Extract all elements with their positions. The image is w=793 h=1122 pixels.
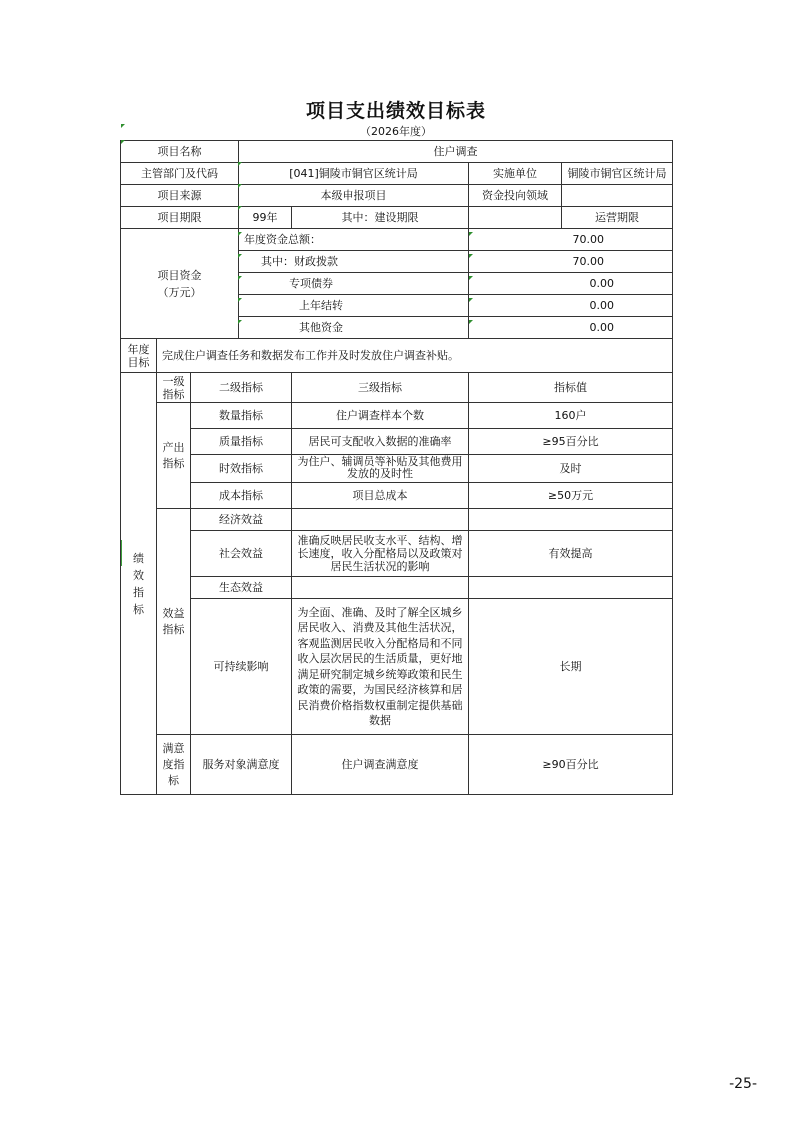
label-source: 项目来源 <box>121 185 239 207</box>
label-annual-goal: 年度目标 <box>121 339 157 373</box>
row-benefit-ecological <box>121 577 673 599</box>
fund-label-total: 年度资金总额： <box>239 229 469 251</box>
header-value: 指标值 <box>469 373 673 403</box>
value-period: 99年 <box>239 207 292 229</box>
satisfaction-level2: 服务对象满意度 <box>191 735 292 795</box>
row-fund-total <box>121 229 673 251</box>
row-indicator-header <box>121 373 673 403</box>
year-subtitle: （2026年度） <box>360 125 432 138</box>
output-level2: 时效指标 <box>191 455 292 483</box>
header-level1: 一级指标 <box>157 373 191 403</box>
output-value: 及时 <box>469 455 673 483</box>
output-level2: 质量指标 <box>191 429 292 455</box>
row-output-quality <box>121 429 673 455</box>
cell-corner-marker <box>121 124 125 128</box>
output-level1-text: 产出指标 <box>162 440 185 470</box>
cell-corner-marker <box>469 276 473 280</box>
fund-value-other: 0.00 <box>469 317 673 339</box>
row-output-timeliness <box>121 455 673 483</box>
cell-corner-marker <box>238 184 242 188</box>
fund-label-bond: 专项债券 <box>239 273 469 295</box>
cell-corner-marker <box>238 206 242 210</box>
row-satisfaction <box>121 735 673 795</box>
benefit-level2: 可持续影响 <box>191 599 292 735</box>
output-level3-text: 为住户、辅调员等补贴及其他费用发放的及时性 <box>297 455 463 480</box>
value-fund-direction <box>562 185 673 207</box>
benefit-level2: 经济效益 <box>191 509 292 531</box>
cell-corner-marker <box>238 298 242 302</box>
perf-indicator-text: 绩效指标 <box>133 551 144 616</box>
fund-label-fiscal: 其中：财政拨款 <box>239 251 469 273</box>
target-table <box>120 140 673 795</box>
output-level3: 居民可支配收入数据的准确率 <box>292 429 469 455</box>
output-level3: 住户调查样本个数 <box>292 403 469 429</box>
benefit-value: 长期 <box>469 599 673 735</box>
cell-corner-marker <box>238 232 242 236</box>
label-impl-unit: 实施单位 <box>469 163 562 185</box>
cell-corner-marker <box>238 276 242 280</box>
benefit-level3: 准确反映居民收支水平、结构、增长速度，收入分配格局以及政策对居民生活状况的影响 <box>292 531 469 577</box>
cell-corner-marker <box>469 320 473 324</box>
fund-value-fiscal: 70.00 <box>469 251 673 273</box>
row-project-name <box>121 141 673 163</box>
row-output-cost <box>121 483 673 509</box>
row-period <box>121 207 673 229</box>
output-level3: 项目总成本 <box>292 483 469 509</box>
benefit-level1-text: 效益指标 <box>162 606 185 636</box>
page-number: -25- <box>729 1076 757 1092</box>
value-impl-unit: 铜陵市铜官区统计局 <box>562 163 673 185</box>
satisfaction-level1 <box>157 735 191 795</box>
benefit-level1 <box>157 509 191 735</box>
row-benefit-sustainable <box>121 599 673 735</box>
label-perf-indicator <box>121 373 157 795</box>
cell-corner-marker <box>469 254 473 258</box>
row-source <box>121 185 673 207</box>
output-value: 160户 <box>469 403 673 429</box>
cell-corner-marker <box>121 140 125 144</box>
performance-target-sheet <box>120 96 672 801</box>
output-level2: 成本指标 <box>191 483 292 509</box>
fund-label-carryover: 上年结转 <box>239 295 469 317</box>
label-dept-code: 主管部门及代码 <box>121 163 239 185</box>
fund-value-total: 70.00 <box>469 229 673 251</box>
value-construction-period <box>469 207 562 229</box>
label-operation-period: 运营期限 <box>562 207 673 229</box>
value-dept-code: [041]铜陵市铜官区统计局 <box>239 163 469 185</box>
output-level3 <box>292 455 469 483</box>
row-benefit-social <box>121 531 673 577</box>
benefit-value <box>469 577 673 599</box>
benefit-value <box>469 509 673 531</box>
benefit-value: 有效提高 <box>469 531 673 577</box>
label-construction-period: 其中：建设期限 <box>292 207 469 229</box>
value-project-name: 住户调查 <box>239 141 673 163</box>
output-level2: 数量指标 <box>191 403 292 429</box>
satisfaction-level1-text: 满意度指标 <box>162 741 185 787</box>
cell-corner-marker <box>238 320 242 324</box>
label-period: 项目期限 <box>121 207 239 229</box>
cell-corner-marker <box>238 254 242 258</box>
fund-label-other: 其他资金 <box>239 317 469 339</box>
label-funds: 项目资金 （万元） <box>121 229 239 339</box>
row-output-quantity <box>121 403 673 429</box>
benefit-level3 <box>292 577 469 599</box>
row-annual-goal <box>121 339 673 373</box>
label-project-name: 项目名称 <box>121 141 239 163</box>
benefit-level3: 为全面、准确、及时了解全区城乡居民收入、消费及其他生活状况，客观监测居民收入分配格局和不同收入层次居民的生活质量，更好地满足研究制定城乡统筹政策和民生政策的需要，为国民经济核算和居民消费价格指数权重制定提供基础数据 <box>292 599 469 735</box>
label-fund-direction: 资金投向领域 <box>469 185 562 207</box>
cell-corner-marker <box>469 298 473 302</box>
row-benefit-economic <box>121 509 673 531</box>
value-source: 本级申报项目 <box>239 185 469 207</box>
benefit-level2: 生态效益 <box>191 577 292 599</box>
satisfaction-level3: 住户调查满意度 <box>292 735 469 795</box>
value-annual-goal: 完成住户调查任务和数据发布工作并及时发放住户调查补贴。 <box>157 339 673 373</box>
output-value: ≥95百分比 <box>469 429 673 455</box>
benefit-level2: 社会效益 <box>191 531 292 577</box>
header-level3: 三级指标 <box>292 373 469 403</box>
fund-value-bond: 0.00 <box>469 273 673 295</box>
output-level1 <box>157 403 191 509</box>
page-title: 项目支出绩效目标表 <box>305 100 486 122</box>
header-level2: 二级指标 <box>191 373 292 403</box>
benefit-level3 <box>292 509 469 531</box>
output-value: ≥50万元 <box>469 483 673 509</box>
cell-corner-marker <box>469 232 473 236</box>
cell-corner-marker <box>238 162 242 166</box>
satisfaction-value: ≥90百分比 <box>469 735 673 795</box>
fund-value-carryover: 0.00 <box>469 295 673 317</box>
row-dept <box>121 163 673 185</box>
